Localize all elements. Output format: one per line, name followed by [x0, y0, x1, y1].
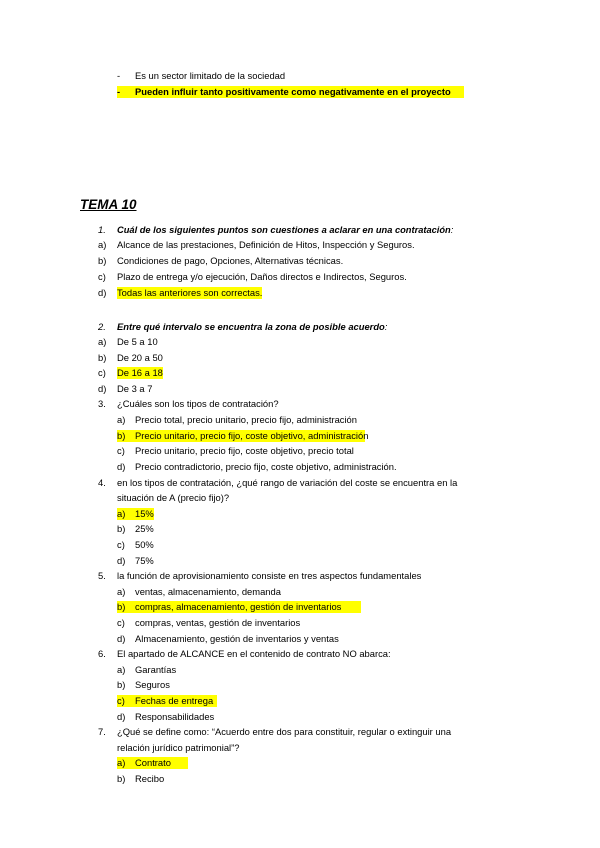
q5-option-a-text: ventas, almacenamiento, demanda [135, 586, 281, 597]
q1-option-d-text: Todas las anteriores son correctas. [117, 287, 263, 298]
q3-option-b-text: Precio unitario, precio fijo, coste objetivo, administración [135, 430, 369, 441]
question-2-text: Entre qué intervalo se encuentra la zona de posible acuerdo: [117, 321, 388, 332]
question-5-text: la función de aprovisionamiento consiste en tres aspectos fundamentales [117, 570, 422, 581]
q1-option-b-text: Condiciones de pago, Opciones, Alternativas técnicas. [117, 255, 344, 266]
q4-option-d-text: 75% [135, 555, 154, 566]
intro-text: Pueden influir tanto positivamente como negativamente en el proyecto [135, 86, 451, 97]
question-4-text-line1: en los tipos de contratación, ¿qué rango de variación del coste se encuentra en la [117, 477, 458, 488]
q1-option-c-text: Plazo de entrega y/o ejecución, Daños directos e Indirectos, Seguros. [117, 271, 407, 282]
q4-option-c-text: 50% [135, 539, 154, 550]
q3-option-a-text: Precio total, precio unitario, precio fijo, administración [135, 414, 357, 425]
q4-option-b: b) [117, 523, 126, 534]
q7-option-a: a) Contrato [117, 757, 188, 769]
intro-text: Es un sector limitado de la sociedad [135, 70, 286, 81]
q5-option-c-text: compras, ventas, gestión de inventarios [135, 617, 301, 628]
q1-option-d: d) [98, 287, 107, 298]
q5-option-d: d) [117, 633, 126, 644]
intro-bullet-2 [117, 86, 464, 98]
q5-option-b: b) compras, almacenamiento, gestión de inventarios [117, 601, 361, 613]
q4-option-a-text: 15% [135, 508, 154, 519]
q2-option-d-text: De 3 a 7 [117, 383, 153, 394]
bullet-marker: - [117, 86, 121, 97]
q2-option-a-text: De 5 a 10 [117, 336, 158, 347]
q6-option-b-text: Seguros [135, 679, 170, 690]
q3-option-b: b) Precio unitario, precio fijo, coste objetivo, administración [117, 430, 369, 441]
q5-option-b-text: compras, almacenamiento, gestión de inventarios [135, 601, 342, 612]
question-7-text-line1: ¿Qué se define como: “Acuerdo entre dos para constituir, regular o extinguir una [117, 726, 452, 737]
question-5: 5. [98, 570, 106, 581]
question-7-text-line2: relación jurídico patrimonial”? [117, 742, 240, 753]
question-3-text: ¿Cuáles son los tipos de contratación? [117, 398, 279, 409]
q2-option-a: a) [98, 336, 107, 347]
question-6: 6. [98, 648, 106, 659]
q2-option-b-text: De 20 a 50 [117, 352, 163, 363]
q3-option-c: c) [117, 445, 125, 456]
question-4-text-line2: situación de A (precio fijo)? [117, 492, 230, 503]
intro-bullet-1 [117, 70, 120, 82]
q6-option-d: d) [117, 711, 126, 722]
q1-option-a-text: Alcance de las prestaciones, Definición de Hitos, Inspección y Seguros. [117, 239, 415, 250]
q2-option-b: b) [98, 352, 107, 363]
q4-option-d: d) [117, 555, 126, 566]
question-1-text: Cuál de los siguientes puntos son cuestiones a aclarar en una contratación: [117, 225, 454, 235]
q6-option-c-text: Fechas de entrega [135, 695, 214, 706]
bullet-marker: - [117, 70, 121, 81]
q4-option-b-text: 25% [135, 523, 154, 534]
section-title: TEMA 10 [80, 197, 137, 212]
q5-option-d-text: Almacenamiento, gestión de inventarios y ventas [135, 633, 339, 644]
q4-option-a: a) 15% [117, 508, 154, 519]
question-4: 4. [98, 477, 106, 488]
question-2: 2. [98, 321, 106, 332]
q3-option-c-text: Precio unitario, precio fijo, coste objetivo, precio total [135, 445, 354, 456]
q4-option-c: c) [117, 539, 125, 550]
q2-option-d: d) [98, 383, 107, 394]
question-3: 3. [98, 398, 106, 409]
q5-option-c: c) [117, 617, 125, 628]
q6-option-c: c) Fechas de entrega [117, 695, 217, 707]
q7-option-b: b) [117, 773, 126, 784]
question-1 [98, 224, 106, 236]
question-number: 1. [98, 224, 106, 235]
q1-option-a: a) [98, 239, 107, 250]
q5-option-a: a) [117, 586, 126, 597]
intro-bullet-1-text [135, 70, 285, 82]
q3-option-d: d) [117, 461, 126, 472]
q1-option-c: c) [98, 271, 106, 282]
q3-option-d-text: Precio contradictorio, precio fijo, coste objetivo, administración. [135, 461, 397, 472]
q3-option-a: a) [117, 414, 126, 425]
q7-option-a-text: Contrato [135, 757, 171, 768]
q6-option-a-text: Garantías [135, 664, 177, 675]
q6-option-d-text: Responsabilidades [135, 711, 215, 722]
question-7: 7. [98, 726, 106, 737]
q7-option-b-text: Recibo [135, 773, 165, 784]
q6-option-a: a) [117, 664, 126, 675]
q6-option-b: b) [117, 679, 126, 690]
q2-option-c: c) [98, 367, 106, 378]
q2-option-c-text: De 16 a 18 [117, 367, 163, 378]
q1-option-b: b) [98, 255, 107, 266]
question-6-text: El apartado de ALCANCE en el contenido de contrato NO abarca: [117, 648, 391, 659]
